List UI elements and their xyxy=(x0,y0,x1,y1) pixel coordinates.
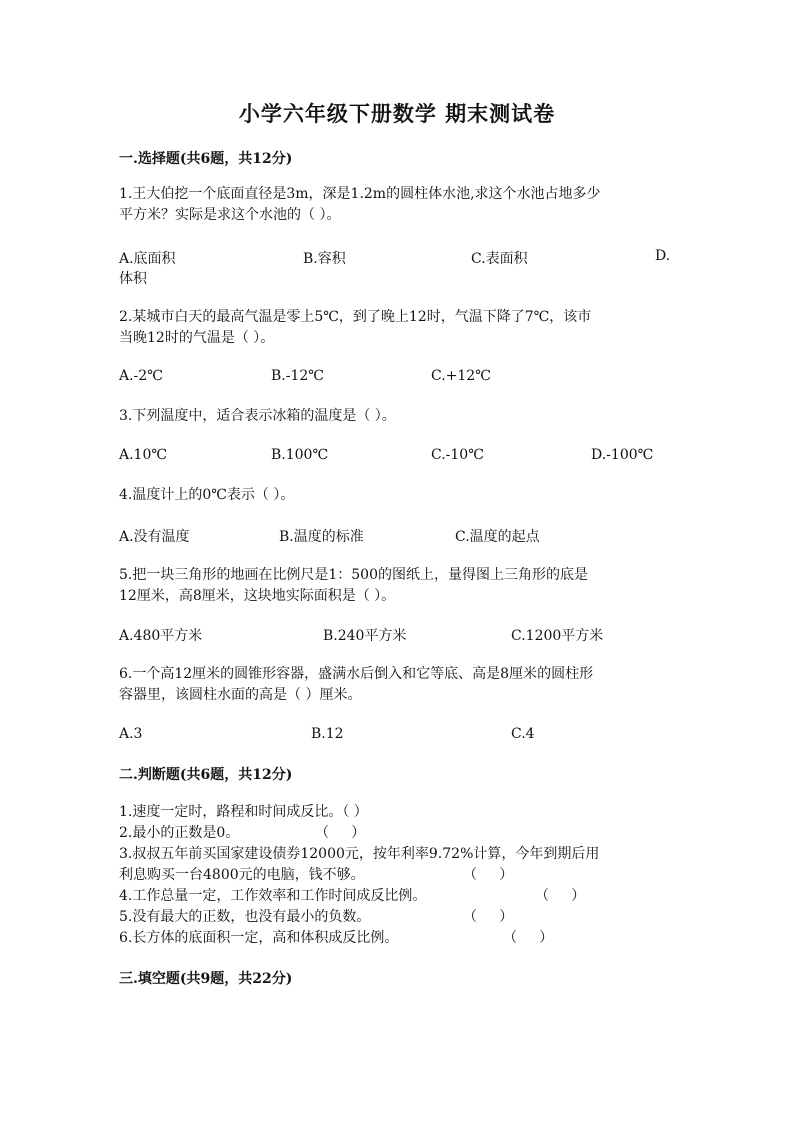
judge-item-3-line-2 xyxy=(119,865,679,886)
judge-item-2-paren: （ ） xyxy=(315,825,366,841)
section-heading-judge: 二.判断题(共6题，共12分) xyxy=(119,767,293,783)
option-c: C.1200平方米 xyxy=(511,628,604,644)
option-d-wrap: 体积 xyxy=(119,271,147,287)
judge-item-4-paren: （ ） xyxy=(535,888,586,904)
question-5-options xyxy=(119,625,675,665)
section-heading-fill: 三.填空题(共9题，共22分) xyxy=(119,971,293,987)
question-5-line-1: 5.把一块三角形的地画在比例尺是1：500的图纸上，量得图上三角形的底是 xyxy=(119,567,588,583)
question-5-line-2: 12厘米，高8厘米，这块地实际面积是（ ）。 xyxy=(119,588,396,604)
option-c: C.-10℃ xyxy=(431,447,484,463)
judge-item-3-line-1 xyxy=(119,844,679,865)
option-c: C.4 xyxy=(511,726,535,742)
option-b: B.温度的标准 xyxy=(279,529,364,545)
question-1 xyxy=(119,184,675,226)
section-heading-choice: 一.选择题(共6题，共12分) xyxy=(119,151,293,167)
question-6-line-2: 容器里，该圆柱水面的高是（ ）厘米。 xyxy=(119,687,362,703)
judge-item-2-text: 2.最小的正数是0。 xyxy=(119,825,240,841)
question-4 xyxy=(119,485,675,506)
question-2-line-2: 当晚12时的气温是（ ）。 xyxy=(119,330,275,346)
option-a: A.3 xyxy=(119,726,143,742)
judge-item-4 xyxy=(119,886,679,907)
page-title: 小学六年级下册数学 期末测试卷 xyxy=(238,101,556,126)
option-a: A.10℃ xyxy=(119,447,168,463)
option-c: C.温度的起点 xyxy=(455,529,540,545)
judge-item-5 xyxy=(119,907,679,928)
question-3-options xyxy=(119,447,675,487)
option-b: B.12 xyxy=(311,726,344,742)
question-2-line-1: 2.某城市白天的最高气温是零上5℃，到了晚上12时，气温下降了7℃，该市 xyxy=(119,309,592,325)
option-d: D.-100℃ xyxy=(591,447,654,463)
question-6-line-1: 6.一个高12厘米的圆锥形容器，盛满水后倒入和它等底、高是8厘米的圆柱形 xyxy=(119,666,594,682)
judge-item-3-text: 3.叔叔五年前买国家建设债券12000元，按年利率9.72%计算，今年到期后用 xyxy=(119,846,600,862)
option-a: A.480平方米 xyxy=(119,628,203,644)
judge-item-3-text-cont: 利息购买一台4800元的电脑，钱不够。 xyxy=(119,867,365,883)
option-b: B.-12℃ xyxy=(271,368,324,384)
option-a: A.-2℃ xyxy=(119,368,163,384)
question-1-line-1: 1.王大伯挖一个底面直径是3m，深是1.2m的圆柱体水池,求这个水池占地多少 xyxy=(119,186,601,202)
option-c: C.表面积 xyxy=(471,251,528,267)
judge-item-6 xyxy=(119,928,679,949)
question-3 xyxy=(119,406,675,427)
question-4-line-1: 4.温度计上的0℃表示（ ）。 xyxy=(119,487,295,503)
question-2-options xyxy=(119,368,675,408)
judge-item-1 xyxy=(119,802,679,823)
option-d: D. xyxy=(655,248,671,264)
question-6-options xyxy=(119,726,675,766)
question-1-line-2: 平方米？实际是求这个水池的（ ）。 xyxy=(119,207,341,223)
judge-list xyxy=(119,802,679,949)
option-a: A.没有温度 xyxy=(119,529,190,545)
judge-item-3-paren: （ ） xyxy=(463,867,514,883)
judge-item-5-text: 5.没有最大的正数，也没有最小的负数。 xyxy=(119,909,371,925)
question-1-options xyxy=(119,248,675,288)
question-3-line-1: 3.下列温度中，适合表示冰箱的温度是（ ）。 xyxy=(119,408,396,424)
question-5 xyxy=(119,565,675,607)
option-c: C.+12℃ xyxy=(431,368,491,384)
judge-item-1-text: 1.速度一定时，路程和时间成反比。（ ） xyxy=(119,804,368,820)
judge-item-6-paren: （ ） xyxy=(503,930,554,946)
option-a: A.底面积 xyxy=(119,251,176,267)
question-6 xyxy=(119,664,675,706)
option-b: B.容积 xyxy=(303,251,346,267)
judge-item-5-paren: （ ） xyxy=(463,909,514,925)
option-b: B.100℃ xyxy=(271,447,329,463)
judge-item-2 xyxy=(119,823,679,844)
option-b: B.240平方米 xyxy=(323,628,407,644)
judge-item-6-text: 6.长方体的底面积一定，高和体积成反比例。 xyxy=(119,930,399,946)
question-2 xyxy=(119,307,675,349)
question-4-options xyxy=(119,526,675,566)
judge-item-4-text: 4.工作总量一定，工作效率和工作时间成反比例。 xyxy=(119,888,427,904)
